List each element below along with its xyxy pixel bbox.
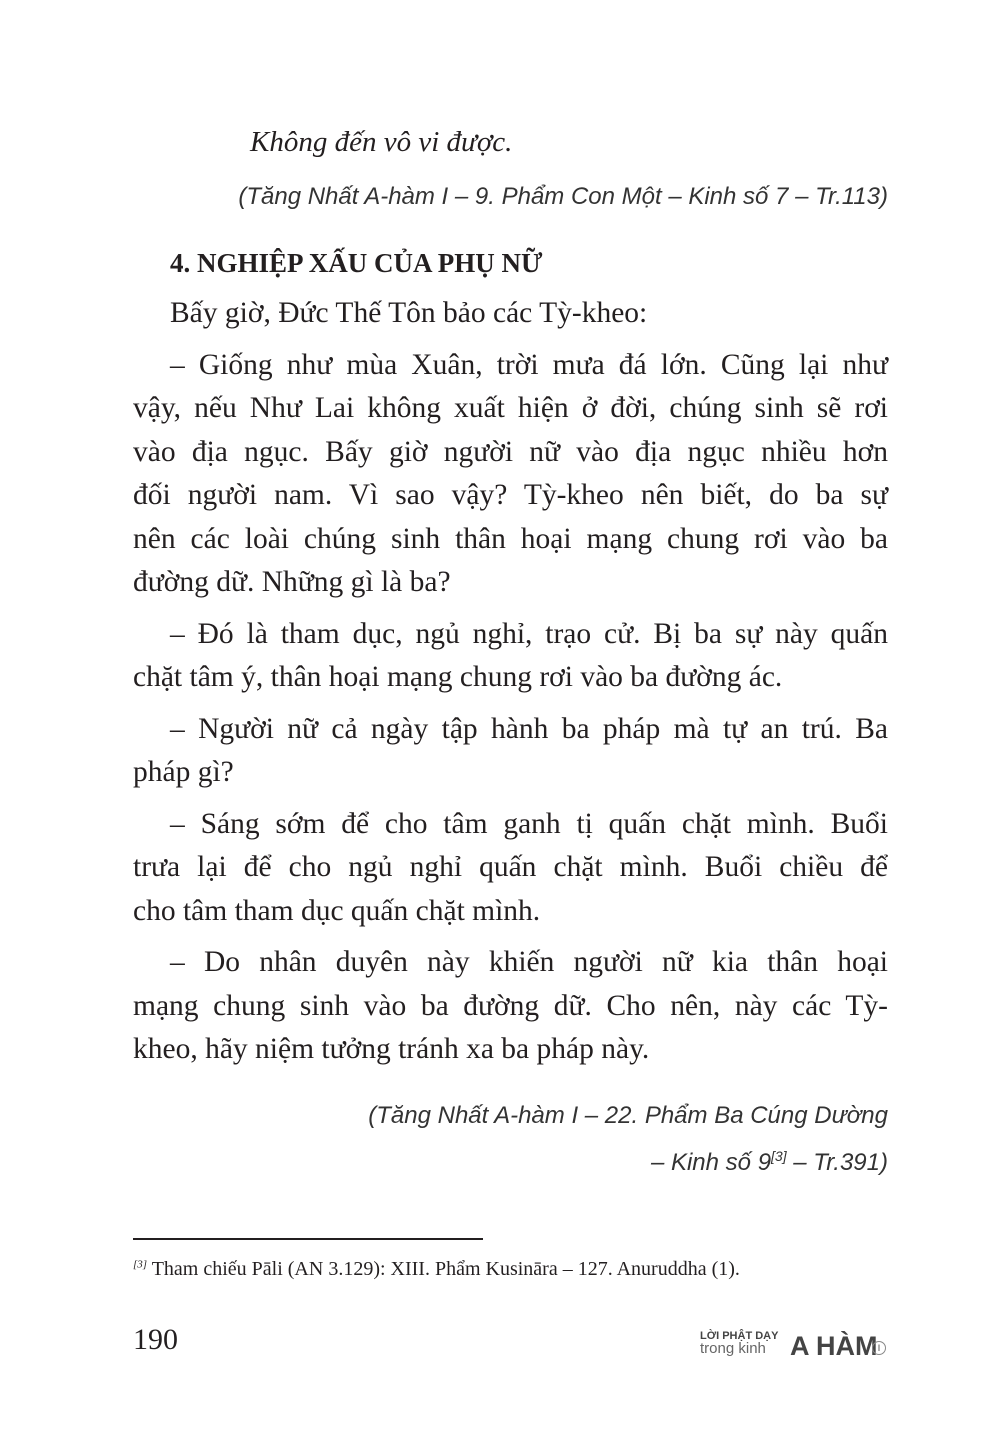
text-line: cho tâm tham dục quấn chặt mình. bbox=[133, 894, 541, 927]
footnote-divider bbox=[133, 1238, 483, 1240]
text-line: Bấy giờ, Đức Thế Tôn bảo các Tỳ-kheo: bbox=[170, 297, 648, 329]
text-line: vào địa ngục. Bấy giờ người nữ vào địa ngục nhiều hơn bbox=[133, 435, 888, 468]
text-line: kheo, hãy niệm tưởng tránh xa ba pháp này. bbox=[133, 1033, 650, 1065]
section-heading: 4. NGHIỆP XẤU CỦA PHỤ NỮ bbox=[170, 248, 543, 278]
text-line: đường dữ. Những gì là ba? bbox=[133, 566, 451, 598]
text-line: – Sáng sớm để cho tâm ganh tị quấn chặt mình. Buổi bbox=[170, 807, 888, 840]
logo-title: A HÀM bbox=[790, 1331, 878, 1361]
text-line: – Người nữ cả ngày tập hành ba pháp mà tự an trú. Ba bbox=[170, 712, 888, 745]
text-line: đối người nam. Vì sao vậy? Tỳ-kheo nên biết, do ba sự bbox=[133, 479, 888, 511]
citation: (Tăng Nhất A-hàm I – 9. Phẩm Con Một – Kinh số 7 – Tr.113) bbox=[238, 183, 888, 210]
text-line: – Đó là tham dục, ngủ nghỉ, trạo cử. Bị ba sự này quấn bbox=[170, 617, 888, 650]
text-line: – Do nhân duyên này khiến người nữ kia thân hoại bbox=[170, 946, 888, 978]
footnote-ref[interactable]: [3] bbox=[771, 1148, 787, 1164]
text-line: pháp gì? bbox=[133, 756, 234, 788]
citation-text: – Kinh số 9 bbox=[650, 1149, 772, 1176]
page-number: 190 bbox=[133, 1323, 178, 1356]
footnote-text: Tham chiếu Pāli (AN 3.129): XIII. Phẩm Kusināra – 127. Anuruddha (1). bbox=[147, 1258, 740, 1280]
paragraph bbox=[133, 803, 888, 934]
logo-line2: trong kinh bbox=[700, 1340, 766, 1357]
text-line: mạng chung sinh vào ba đường dữ. Cho nên, này các Tỳ- bbox=[133, 989, 888, 1022]
text-line: chặt tâm ý, thân hoại mạng chung rơi vào ba đường ác. bbox=[133, 661, 783, 693]
citation-text: – Tr.391) bbox=[786, 1149, 888, 1176]
citation-line bbox=[133, 1136, 888, 1183]
paragraph bbox=[133, 344, 888, 605]
text-line: vậy, nếu Như Lai không xuất hiện ở đời, chúng sinh sẽ rơi bbox=[133, 392, 888, 424]
volume-icon: I bbox=[872, 1341, 886, 1355]
footnote-marker: [3] bbox=[133, 1258, 148, 1271]
body-text bbox=[133, 292, 888, 1080]
paragraph bbox=[133, 708, 888, 795]
citation-line: (Tăng Nhất A-hàm I – 22. Phẩm Ba Cúng Dường bbox=[368, 1102, 888, 1129]
footnote bbox=[133, 1258, 740, 1281]
paragraph bbox=[133, 941, 888, 1072]
text-line: trưa lại để cho ngủ nghỉ quấn chặt mình. Buổi chiều để bbox=[133, 851, 888, 883]
logo-line1: LỜI PHẬT DẠY bbox=[700, 1330, 779, 1342]
text-line: nên các loài chúng sinh thân hoại mạng chung rơi vào ba bbox=[133, 522, 888, 555]
paragraph bbox=[133, 292, 888, 336]
paragraph bbox=[133, 613, 888, 700]
citation bbox=[133, 1095, 888, 1183]
quote-line: Không đến vô vi được. bbox=[250, 126, 513, 158]
text-line: – Giống như mùa Xuân, trời mưa đá lớn. Cũng lại như bbox=[170, 348, 888, 381]
